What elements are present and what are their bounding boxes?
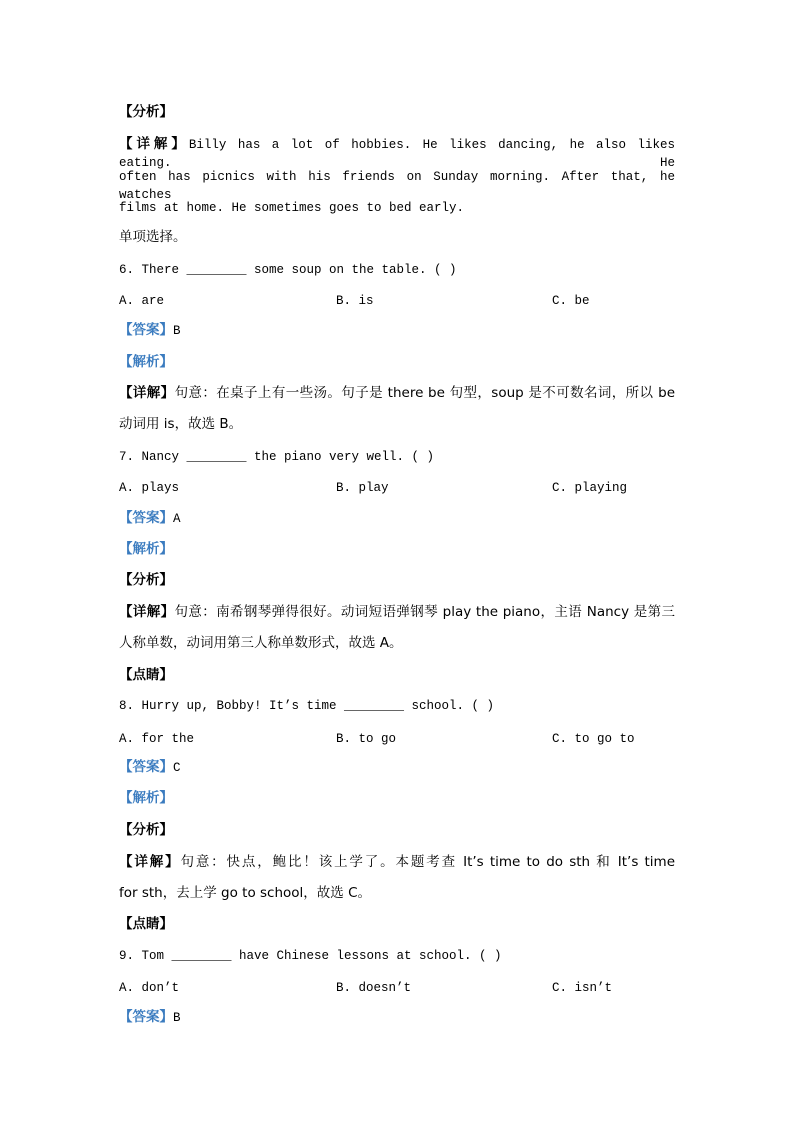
question-stem: 9. Tom ________ have Chinese lessons at school. ( )	[119, 949, 502, 963]
detail-label: 【详解】	[119, 136, 189, 152]
answer-line	[119, 509, 181, 527]
detail-label: 【详解】	[119, 604, 175, 620]
option-b: B. play	[336, 481, 389, 495]
answer-value: B	[173, 324, 181, 338]
detail-text: Billy has a lot of hobbies. He likes dancing, he also likes eating. He	[119, 138, 676, 170]
option-b: B. is	[336, 294, 374, 308]
detail-line	[119, 384, 675, 402]
analysis-label: 【分析】	[119, 104, 173, 120]
detail-line	[119, 603, 675, 621]
question-stem: 8. Hurry up, Bobby! It’s time ________ school. ( )	[119, 699, 495, 713]
detail-line: 动词用 is，故选 B。	[119, 416, 243, 432]
answer-label: 【答案】	[119, 322, 173, 338]
option-a: A. don’t	[119, 981, 180, 995]
answer-label: 【答案】	[119, 1009, 173, 1025]
section-title: 单项选择。	[119, 229, 187, 245]
answer-line	[119, 1008, 181, 1026]
question-stem: 7. Nancy ________ the piano very well. ( )	[119, 450, 435, 464]
explanation-label: 【解析】	[119, 354, 173, 370]
option-c: C. playing	[552, 481, 628, 495]
detail-line	[119, 853, 675, 871]
option-a: A. for the	[119, 732, 195, 746]
highlight-label: 【点睛】	[119, 916, 173, 932]
explanation-label: 【解析】	[119, 790, 173, 806]
detail-line: 人称单数，动词用第三人称单数形式，故选 A。	[119, 635, 403, 651]
answer-value: B	[173, 1011, 181, 1025]
answer-label: 【答案】	[119, 759, 173, 775]
answer-label: 【答案】	[119, 510, 173, 526]
detail-line: often has picnics with his friends on Sunday morning. After that, he watches	[119, 170, 675, 202]
detail-line: for sth，去上学 go to school，故选 C。	[119, 885, 371, 901]
answer-value: A	[173, 512, 181, 526]
answer-line	[119, 758, 181, 776]
option-b: B. to go	[336, 732, 397, 746]
answer-value: C	[173, 761, 181, 775]
detail-text: 句意：快点，鲍比！该上学了。本题考查 It’s time to do sth 和 It’s time	[180, 854, 676, 870]
answer-line	[119, 321, 181, 339]
explanation-label: 【解析】	[119, 541, 173, 557]
option-c: C. be	[552, 294, 590, 308]
options-row	[119, 479, 675, 497]
options-row	[119, 730, 675, 748]
detail-label: 【详解】	[119, 385, 175, 401]
detail-text: 句意：在桌子上有一些汤。句子是 there be 句型，soup 是不可数名词，所以 be	[174, 385, 675, 401]
option-b: B. doesn’t	[336, 981, 412, 995]
option-a: A. plays	[119, 481, 180, 495]
option-c: C. to go to	[552, 732, 635, 746]
options-row	[119, 292, 675, 310]
detail-label: 【详解】	[119, 854, 181, 870]
question-stem: 6. There ________ some soup on the table. ( )	[119, 263, 457, 277]
detail-line: films at home. He sometimes goes to bed early.	[119, 201, 465, 215]
detail-text: 句意：南希钢琴弹得很好。动词短语弹钢琴 play the piano，主语 Nancy 是第三	[174, 604, 675, 620]
detail-line	[119, 135, 676, 170]
option-a: A. are	[119, 294, 165, 308]
option-c: C. isn’t	[552, 981, 613, 995]
analysis-label: 【分析】	[119, 822, 173, 838]
highlight-label: 【点睛】	[119, 667, 173, 683]
analysis-label: 【分析】	[119, 572, 173, 588]
options-row	[119, 979, 675, 997]
